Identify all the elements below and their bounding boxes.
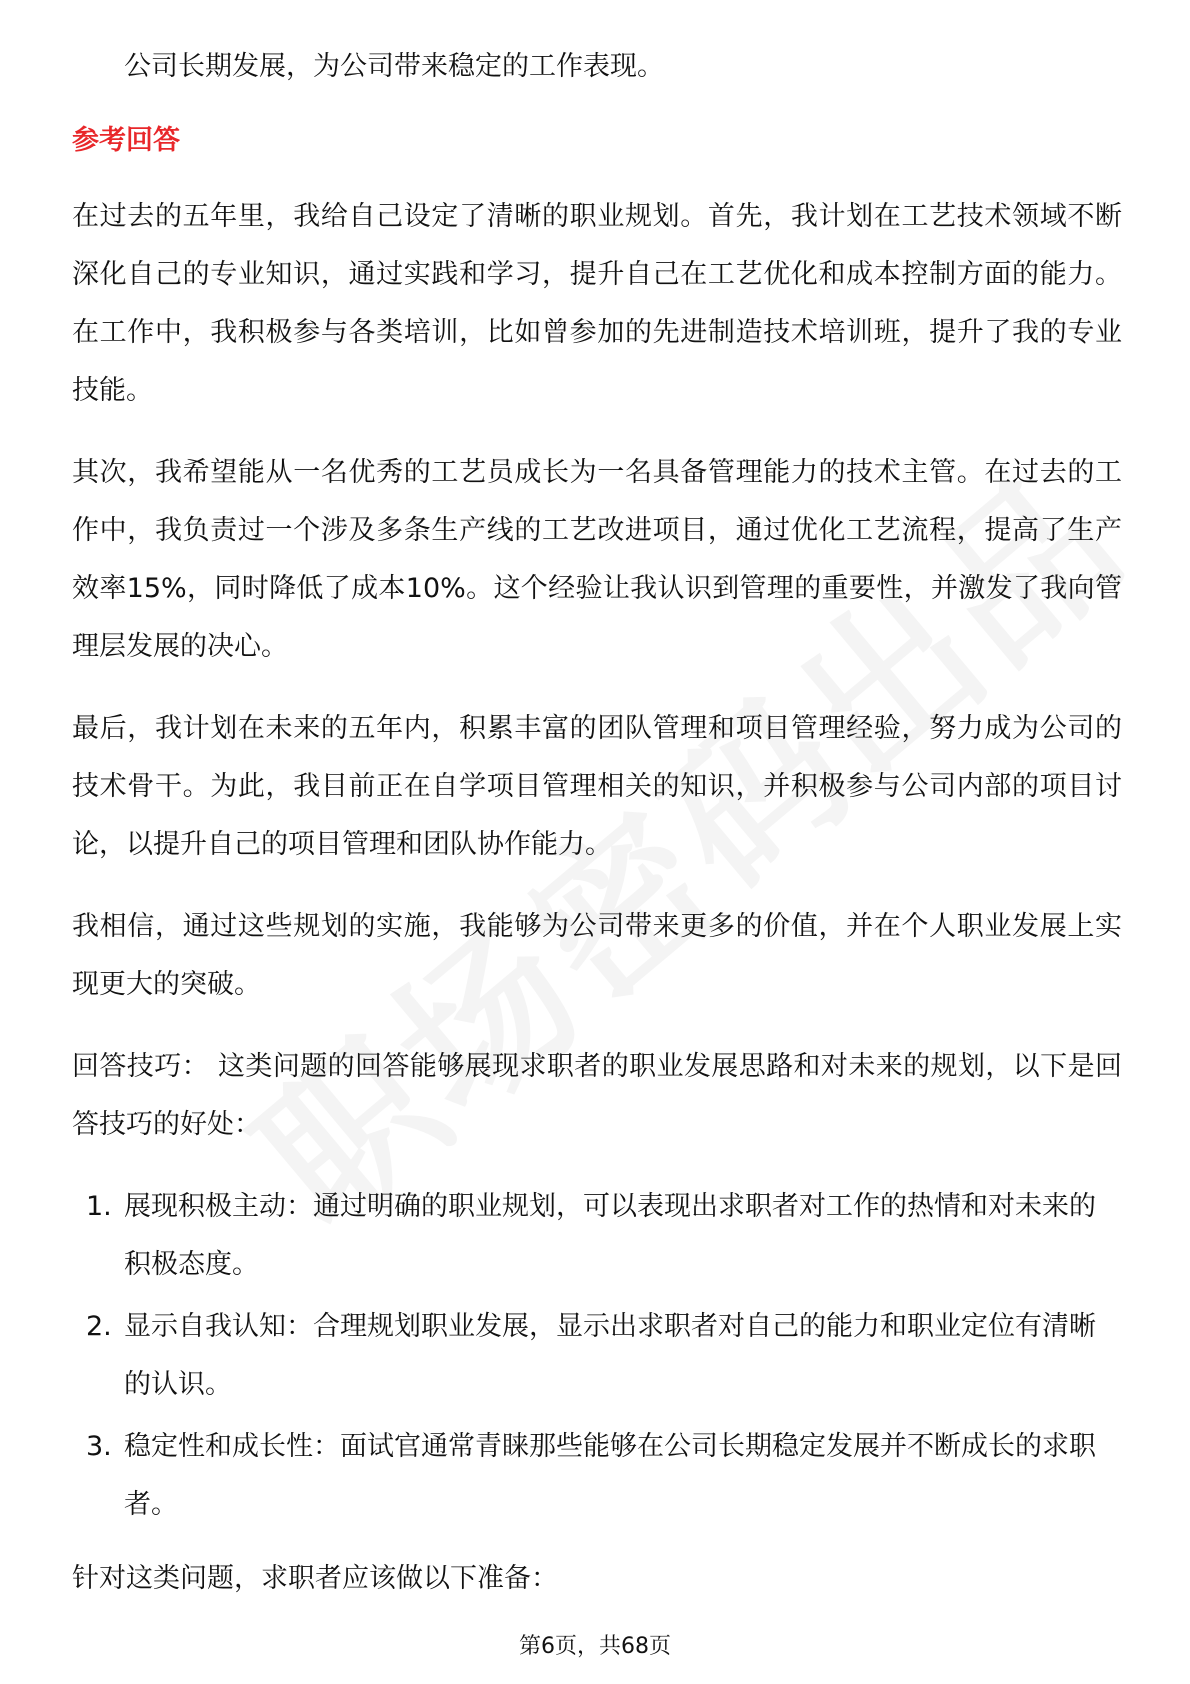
tips-intro: 回答技巧： 这类问题的回答能够展现求职者的职业发展思路和对未来的规划，以下是回答技巧的好处： xyxy=(72,1051,1122,1140)
list-item xyxy=(72,1418,1122,1534)
page-content xyxy=(72,38,1122,1608)
answer-paragraph-3: 最后，我计划在未来的五年内，积累丰富的团队管理和项目管理经验，努力成为公司的技术骨干。为此，我目前正在自学项目管理相关的知识，并积极参与公司内部的项目讨论，以提升自己的项目管理和团队协作能力。 xyxy=(72,713,1122,860)
list-item xyxy=(72,1178,1122,1294)
list-number: 2. xyxy=(86,1311,112,1342)
intro-continuation: 公司长期发展，为公司带来稳定的工作表现。 xyxy=(124,51,664,82)
answer-paragraph-4: 我相信，通过这些规划的实施，我能够为公司带来更多的价值，并在个人职业发展上实现更大的突破。 xyxy=(72,911,1122,1000)
page-footer: 第6页，共68页 xyxy=(519,1634,671,1659)
section-heading: 参考回答 xyxy=(72,125,180,156)
list-item xyxy=(72,1298,1122,1414)
answer-paragraph-2: 其次，我希望能从一名优秀的工艺员成长为一名具备管理能力的技术主管。在过去的工作中，我负责过一个涉及多条生产线的工艺改进项目，通过优化工艺流程，提高了生产效率15%，同时降低了成本10%。这个经验让我认识到管理的重要性，并激发了我向管理层发展的决心。 xyxy=(72,457,1122,662)
list-text: 稳定性和成长性：面试官通常青睐那些能够在公司长期稳定发展并不断成长的求职者。 xyxy=(124,1431,1096,1520)
list-number: 1. xyxy=(86,1191,112,1222)
tips-list xyxy=(72,1178,1122,1534)
answer-paragraph-1: 在过去的五年里，我给自己设定了清晰的职业规划。首先，我计划在工艺技术领域不断深化自己的专业知识，通过实践和学习，提升自己在工艺优化和成本控制方面的能力。在工作中，我积极参与各类培训，比如曾参加的先进制造技术培训班，提升了我的专业技能。 xyxy=(72,201,1122,406)
list-number: 3. xyxy=(86,1431,112,1462)
closing-line: 针对这类问题，求职者应该做以下准备： xyxy=(72,1563,558,1594)
list-text: 显示自我认知：合理规划职业发展，显示出求职者对自己的能力和职业定位有清晰的认识。 xyxy=(124,1311,1096,1400)
list-text: 展现积极主动：通过明确的职业规划，可以表现出求职者对工作的热情和对未来的积极态度。 xyxy=(124,1191,1096,1280)
